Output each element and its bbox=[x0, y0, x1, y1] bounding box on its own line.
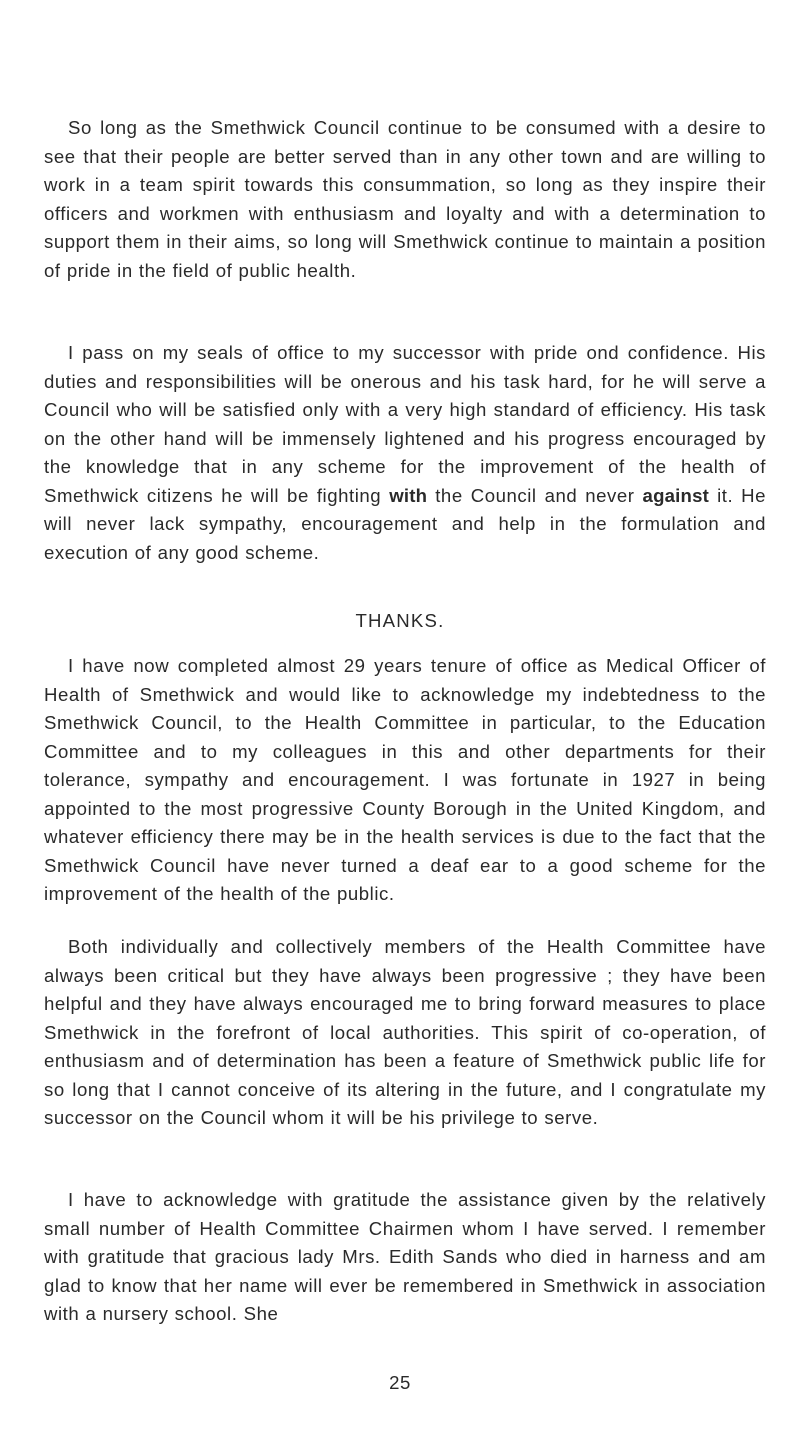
paragraph-tenure-of-office bbox=[44, 652, 766, 909]
page-number: 25 bbox=[389, 1372, 411, 1393]
emphasis-with: with bbox=[389, 484, 428, 506]
paragraph-health-committee bbox=[44, 933, 766, 1133]
paragraph-text: Both individually and collectively members of the Health Committee have always been critical but they have always been progressive ; they have been helpful and they have always encouraged me to bring forward measures to place Smethwick in the forefront of local authorities. This spirit of co-operation, of enthusiasm and of determination has been a feature of Smethwick public life for so long that I cannot conceive of its altering in the future, and I congratulate my successor on the Council whom it will be his privilege to serve. bbox=[44, 936, 766, 1128]
paragraph-text: I have to acknowledge with gratitude the assistance given by the relatively small number of Health Committee Chairmen whom I have served. I remember with gratitude that gracious lady Mrs. Edith Sands who died in harness and am glad to know that her name will ever be remembered in Smethwick in association with a nursery school. She bbox=[44, 1189, 766, 1324]
paragraph-text: I have now completed almost 29 years tenure of office as Medical Officer of Health of Smethwick and would like to acknowledge my indebtedness to the Smethwick Council, to the Health Committee in particular, to the Education Committee and to my colleagues in this and other departments for their tolerance, sympathy and encouragement. I was fortunate in 1927 in being appointed to the most progressive County Borough in the United Kingdom, and whatever efficiency there may be in the health services is due to the fact that the Smethwick Council have never turned a deaf ear to a good scheme for the improvement of the health of the public. bbox=[44, 655, 766, 904]
paragraph-text-part-1: I pass on my seals of office to my successor with pride ond confidence. His duties and responsibilities will be onerous and his task hard, for he will serve a Council who will be satisfied only with a very high standard of efficiency. His task on the other hand will be immensely lightened and his progress encouraged by the knowledge that in any scheme for the improvement of the health of Smethwick citizens he will be fighting bbox=[44, 342, 766, 506]
paragraph-committee-chairmen bbox=[44, 1186, 766, 1329]
paragraph-text-part-2: the Council and never bbox=[435, 484, 635, 506]
emphasis-against: against bbox=[642, 484, 710, 506]
paragraph-seals-of-office bbox=[44, 339, 766, 567]
paragraph-smethwick-council bbox=[44, 114, 766, 285]
paragraph-text: So long as the Smethwick Council continue to be consumed with a desire to see that their people are better served than in any other town and are willing to work in a team spirit towards this consummation, so long as they inspire their officers and workmen with enthusiasm and loyalty and with a determination to support them in their aims, so long will Smethwick continue to maintain a position of pride in the field of public health. bbox=[44, 117, 766, 281]
section-heading-thanks: THANKS. bbox=[355, 610, 445, 631]
paragraph-text-part-3: it. He will never lack sympathy, encouragement and help in the formulation and execution of any good scheme. bbox=[44, 484, 767, 563]
